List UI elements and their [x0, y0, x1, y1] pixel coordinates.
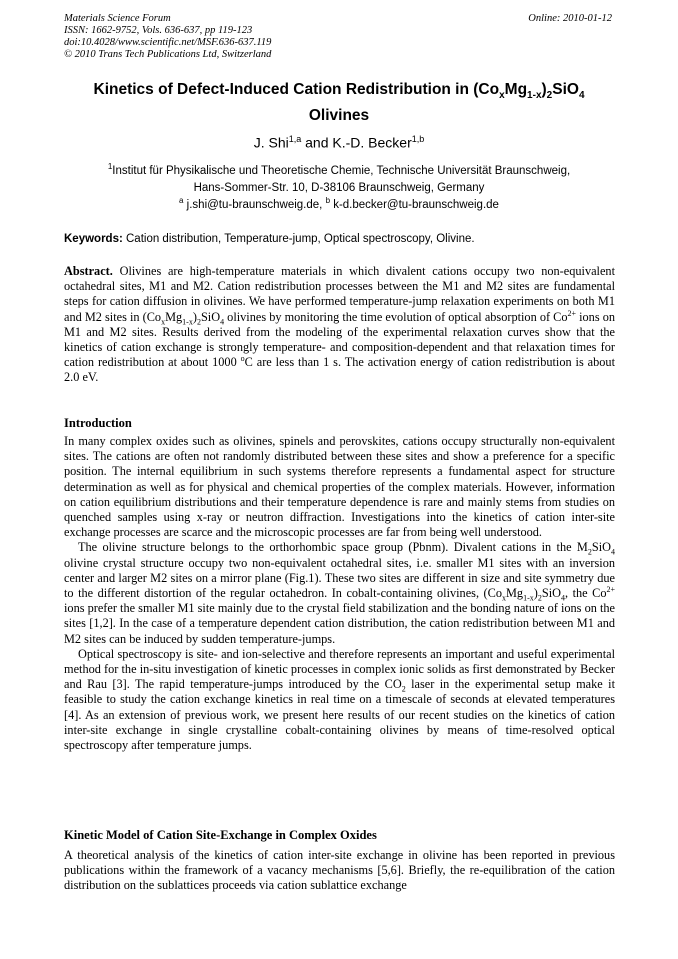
para-text: ions prefer the smaller M1 site mainly due to the crystal field stabilization and the bonding nature of ions on the sites [1,2]. In the case of a temperature dependent cation distribution, the cation redistribution between M1 and M2 sites can be induced by sudden temperature-jumps. — [64, 601, 615, 646]
abstract-text: Olivines are high-temperature materials in which divalent cations occupy two non-equivalent octahedral sites, M1 and M2. Cation redistribution processes between the M1 and M2 sites are fundamental steps for cation diffusion in olivines. We have performed temperature-jump relaxation experiments on both M1 and M2 sites in (Co — [64, 264, 615, 324]
intro-paragraph-3 — [64, 647, 615, 753]
abstract-text: Mg — [165, 309, 183, 324]
title-text: Kinetics of Defect-Induced Cation Redistribution in (Co — [93, 81, 500, 98]
para-text: , the Co — [565, 586, 607, 601]
para-sub: 2 — [587, 547, 592, 557]
para-sub: 2 — [401, 684, 406, 694]
email-a-sup: a — [179, 196, 184, 205]
para-text: SiO — [591, 540, 611, 555]
affiliation-line-2: Hans-Sommer-Str. 10, D-38106 Braunschweig, Germany — [193, 181, 485, 194]
author-2-sup: 1,b — [411, 134, 425, 144]
intro-paragraph-2 — [64, 540, 615, 646]
keywords — [64, 232, 615, 247]
author-1-sup: 1,a — [288, 134, 302, 144]
para-text: The olivine structure belongs to the orthorhombic space group (Pbnm). Divalent cations in the M — [78, 540, 588, 555]
online-date: Online: 2010-01-12 — [528, 13, 612, 24]
para-text: olivine crystal structure occupy two non-equivalent octahedral sites, i.e. smaller M1 sites with an inversion center and larger M2 sites on a mirror plane (Fig.1). These two sites are different in size and site symmetry due to the different distortion of the regular octahedron. In cobalt-containing olivines, (Co — [64, 555, 615, 601]
keywords-text: Cation distribution, Temperature-jump, Optical spectroscopy, Olivine. — [122, 233, 475, 245]
issn-line: ISSN: 1662-9752, Vols. 636-637, pp 119-123 — [64, 25, 253, 36]
abstract-sub: x — [161, 317, 166, 327]
abstract-sup: o — [240, 354, 245, 364]
abstract-text: C are less than 1 s. The activation energy of cation redistribution is about 2.0 eV. — [64, 355, 615, 385]
abstract-text: ) — [192, 309, 197, 324]
author-and: and — [301, 134, 333, 151]
author-1: J. Shi — [253, 134, 289, 151]
affiliation — [60, 158, 618, 197]
para-sub: 1-x — [523, 593, 534, 603]
doi-line: doi:10.4028/www.scientific.net/MSF.636-637.119 — [64, 37, 272, 48]
kinetic-model-body — [64, 848, 615, 894]
copyright-line: © 2010 Trans Tech Publications Ltd, Switzerland — [64, 49, 272, 60]
abstract-text: ions on M1 and M2 sites. Results derived from the modeling of the experimental relaxation curves show that the kinetics of cation exchange is strongly temperature- and composition-dependent and that relaxation times for cation redistribution at about 1000 — [64, 309, 615, 370]
para-text: SiO — [541, 586, 561, 601]
para-sub: x — [501, 593, 506, 603]
abstract-sub: 1-x — [182, 317, 193, 327]
para-text: laser in the experimental setup make it feasible to study the cation exchange kinetics in real time on a timescale of seconds at elevated temperatures [4]. As an extension of previous work, we present here results of our recent studies on the kinetics of cation inter-site exchange in single crystalline cobalt-containing olivines by means of time-resolved optical spectroscopy after temperature jumps. — [64, 677, 615, 753]
title-subscript: x — [499, 90, 505, 102]
introduction-body — [64, 434, 615, 753]
kinetic-paragraph-1: A theoretical analysis of the kinetics of cation inter-site exchange in olivine has been reported in previous publications within the framework of a vacancy mechanisms [5,6]. Briefly, the re-equilibration of the cation distribution on the sublattices proceeds via cation sublattice exchange — [64, 848, 615, 893]
para-sub: 4 — [561, 593, 565, 603]
para-text: Optical spectroscopy is site- and ion-selective and therefore represents an important and useful experimental method for the in-situ investigation of kinetic processes in complex ionic solids as first demonstrated by Becker and Rau [3]. The rapid temperature-jumps introduced by the CO — [64, 646, 615, 692]
affiliation-sup: 1 — [107, 162, 113, 171]
email-b[interactable]: k-d.becker@tu-braunschweig.de — [330, 198, 499, 211]
abstract-text: SiO — [200, 309, 221, 324]
abstract-label: Abstract. — [64, 264, 113, 278]
email-a[interactable]: j.shi@tu-braunschweig.de, — [183, 198, 326, 211]
intro-paragraph-1: In many complex oxides such as olivines, spinels and perovskites, cations occupy structurally non-equivalent sites. The cations are often not randomly distributed between these sites and show a preference for a specific position. The internal equilibrium in such systems therefore represents a fundamental aspect for structure determination as well as for physical and chemical properties of the complex materials. However, information on cation equilibrium distributions and their temperature dependence is rare and mainly stems from studies on quenched samples using x-ray or neutron diffraction. Investigations into the kinetics of cation inter-site exchange processes are scarce and the microscopic processes are far from being well understood. — [64, 434, 615, 540]
author-list — [60, 130, 618, 152]
para-text: ) — [533, 586, 538, 601]
title-subscript: 1-x — [527, 90, 542, 102]
paper-title — [60, 80, 618, 126]
para-sup: 2+ — [606, 584, 615, 594]
journal-header — [64, 13, 271, 61]
abstract-sub: 4 — [220, 317, 225, 327]
kinetic-model-heading: Kinetic Model of Cation Site-Exchange in Complex Oxides — [64, 828, 377, 842]
journal-name: Materials Science Forum — [64, 13, 171, 24]
title-text: ) — [541, 81, 547, 98]
abstract-sup: 2+ — [567, 308, 577, 318]
email-list — [60, 193, 618, 213]
affiliation-line-1: Institut für Physikalische und Theoretische Chemie, Technische Universität Braunschweig, — [112, 164, 571, 177]
title-line-2: Olivines — [308, 107, 370, 125]
author-2: K.-D. Becker — [332, 134, 412, 151]
title-text: SiO — [552, 81, 579, 98]
email-b-sup: b — [325, 196, 331, 205]
abstract — [64, 264, 615, 386]
title-subscript: 2 — [546, 90, 553, 102]
para-sub: 4 — [611, 547, 615, 557]
introduction-heading: Introduction — [64, 416, 132, 430]
abstract-text: olivines by monitoring the time evolution of optical absorption of Co — [224, 309, 568, 324]
para-text: Mg — [505, 586, 524, 601]
abstract-sub: 2 — [196, 317, 201, 327]
title-subscript: 4 — [578, 90, 585, 102]
title-text: Mg — [504, 81, 528, 98]
keywords-label: Keywords: — [64, 233, 123, 245]
para-sub: 2 — [537, 593, 542, 603]
